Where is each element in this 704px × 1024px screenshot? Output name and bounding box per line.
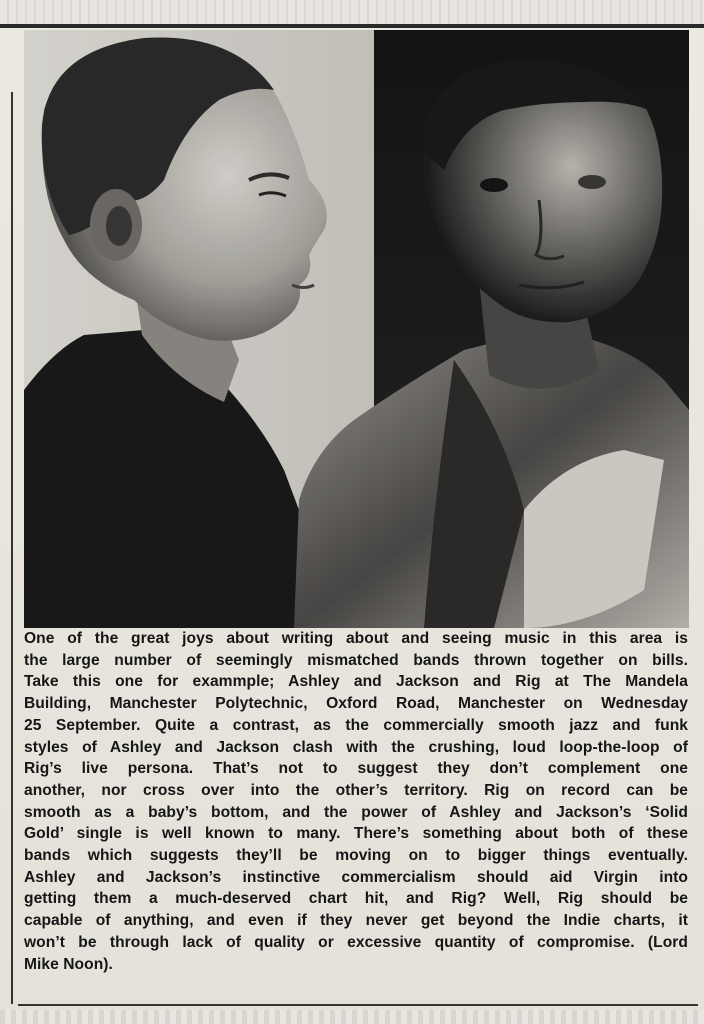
article-line: Mike Noon). [24,955,113,973]
next-page-edge [0,1010,704,1024]
article-line: Gold’ single is well known to many. There’s something about both of these [24,825,688,843]
previous-page-edge [0,0,704,24]
article-line: smooth as a baby’s bottom, and the power of Ashley and Jackson’s ‘Solid [24,803,688,821]
article-line: One of the great joys about writing about and seeing music in this area is [24,630,688,647]
article-line: won’t be through lack of quality or excessive quantity of compromise. (Lord [24,933,688,951]
article-line: Rig’s live persona. That’s not to suggest they don’t complement one [24,760,688,778]
article-line: Building, Manchester Polytechnic, Oxford Road, Manchester on Wednesday [24,695,688,713]
bottom-rule [18,1004,698,1006]
article-line: styles of Ashley and Jackson clash with the crushing, loud loop-the-loop of [24,738,688,756]
top-rule [0,24,704,28]
article-line: capable of anything, and even if they never get beyond the Indie charts, it [24,912,688,930]
article-line: 25 September. Quite a contrast, as the commercially smooth jazz and funk [24,716,688,734]
left-column-rule [11,92,13,1004]
article-line: Ashley and Jackson’s instinctive commercialism should aid Virgin into [24,868,688,886]
article-line: another, nor cross over into the other’s territory. Rig on record can be [24,781,688,799]
band-photo [24,30,689,628]
article-line: getting them a much-deserved chart hit, and Rig? Well, Rig should be [24,890,688,908]
article-text [24,628,688,975]
article-line: Take this one for exammple; Ashley and Jackson and Rig at The Mandela [24,673,688,691]
article-line: bands which suggests they’ll be moving on to bigger things eventually. [24,847,688,865]
article-line: the large number of seemingly mismatched bands thrown together on bills. [24,651,688,669]
